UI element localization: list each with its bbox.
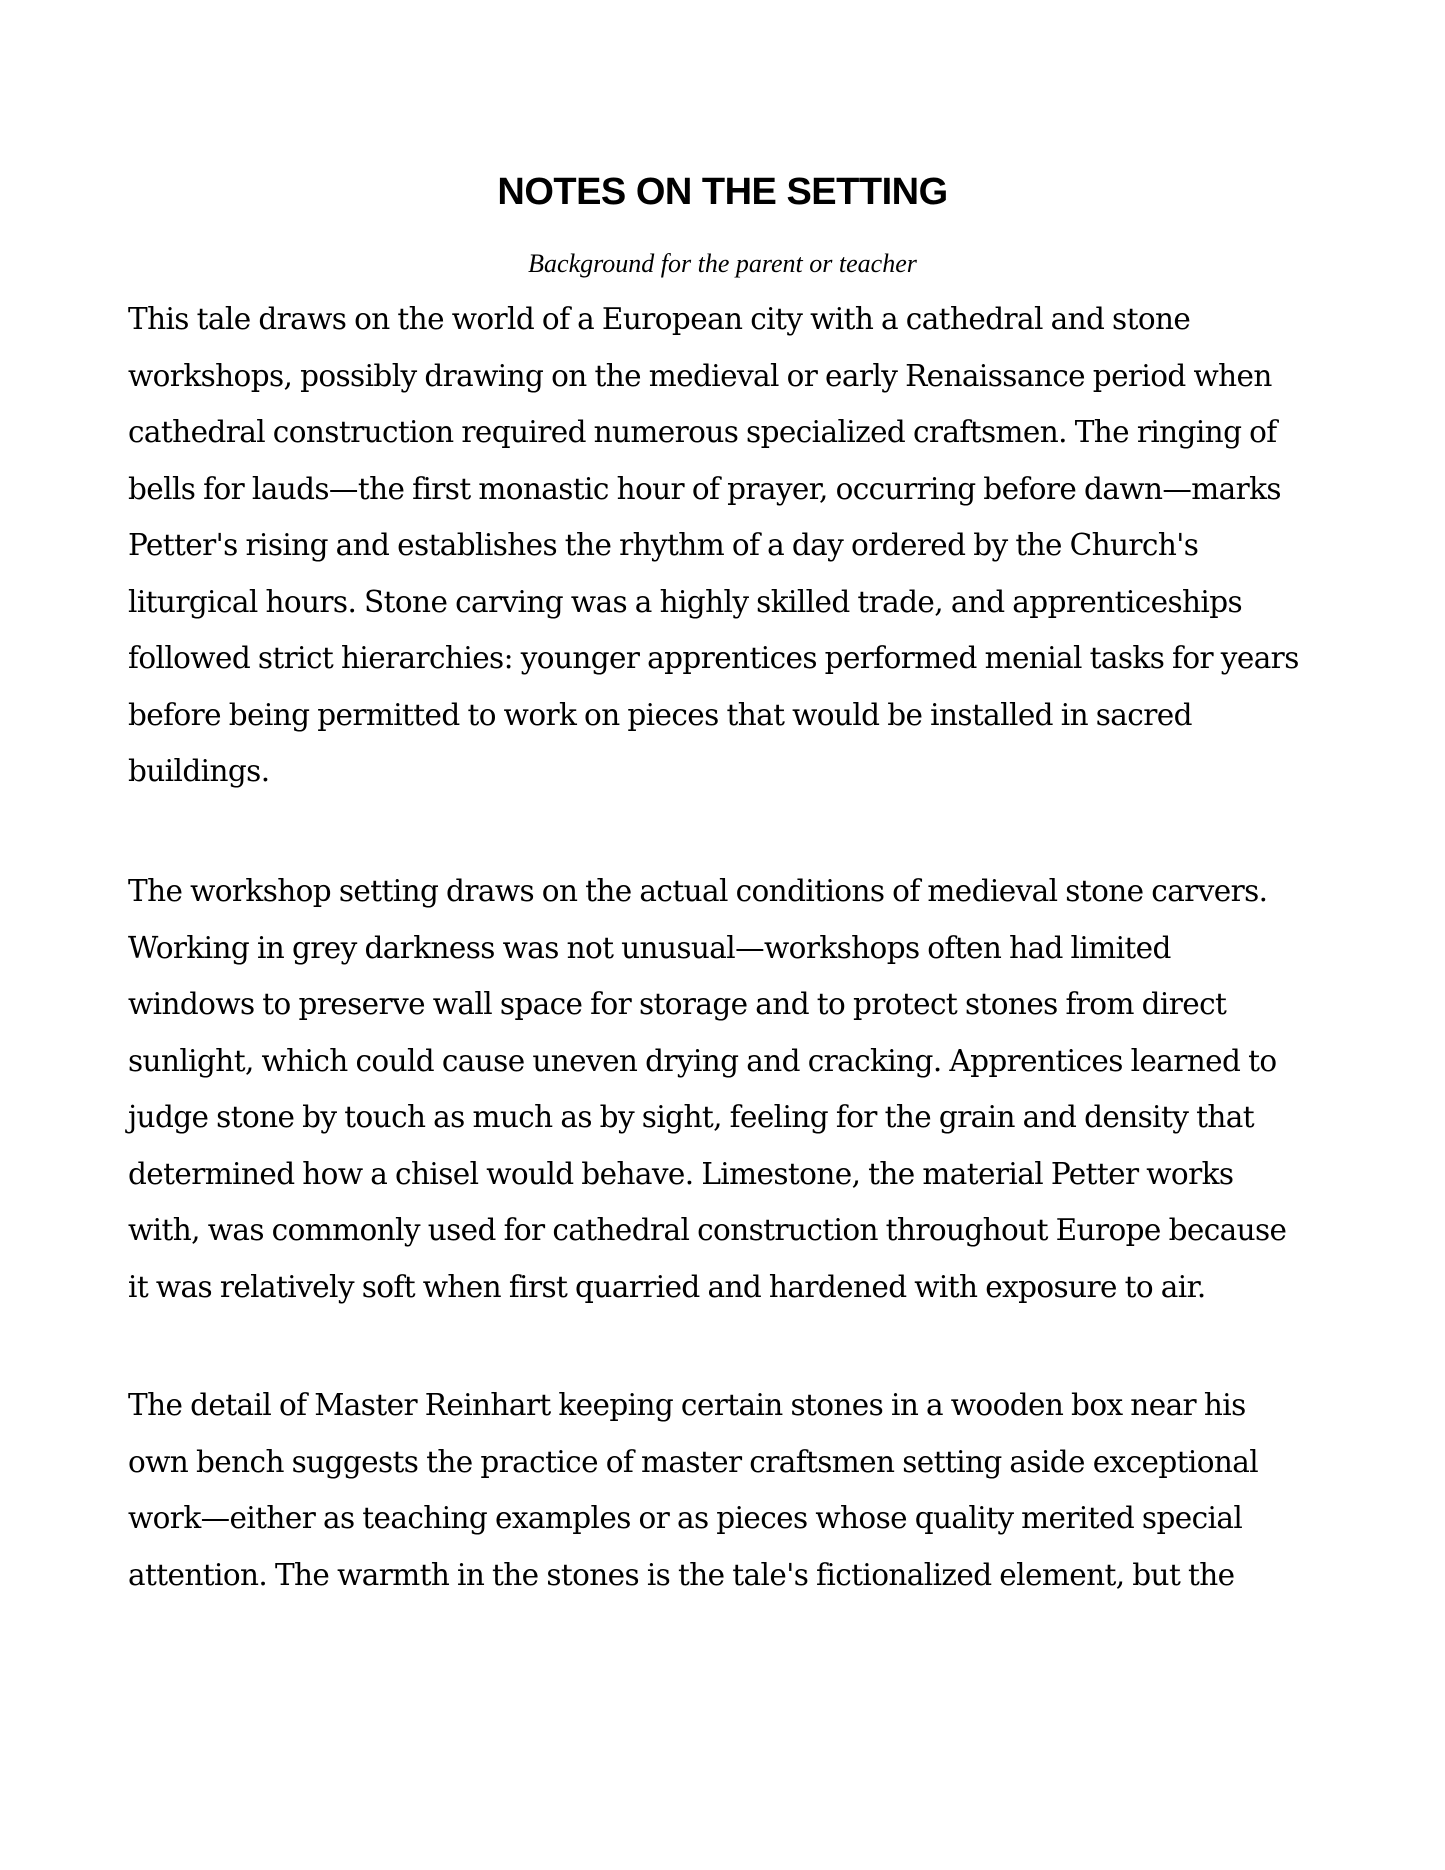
paragraph-2	[128, 863, 1338, 1315]
paragraph-line: sunlight, which could cause uneven drying and cracking. Apprentices learned to	[128, 1043, 1277, 1078]
paragraph-line: own bench suggests the practice of master craftsmen setting aside exceptional	[128, 1444, 1259, 1479]
paragraph-line: before being permitted to work on pieces that would be installed in sacred	[128, 697, 1192, 732]
paragraph-line: The workshop setting draws on the actual conditions of medieval stone carvers.	[128, 874, 1268, 908]
paragraph-line: attention. The warmth in the stones is the tale's fictionalized element, but the	[128, 1557, 1235, 1592]
paragraph-line: The detail of Master Reinhart keeping certain stones in a wooden box near his	[128, 1388, 1246, 1422]
paragraph-line: it was relatively soft when first quarried and hardened with exposure to air.	[128, 1269, 1206, 1304]
paragraph-line: judge stone by touch as much as by sight, feeling for the grain and density that	[128, 1100, 1255, 1134]
paragraph-line: buildings.	[128, 754, 270, 788]
paragraph-line: followed strict hierarchies: younger apprentices performed menial tasks for years	[128, 641, 1299, 675]
paragraph-line: cathedral construction required numerous specialized craftsmen. The ringing of	[128, 415, 1277, 449]
paragraph-line: This tale draws on the world of a European city with a cathedral and stone	[128, 302, 1191, 336]
paragraph-1	[128, 291, 1338, 800]
paragraph-line: determined how a chisel would behave. Limestone, the material Petter works	[128, 1156, 1234, 1191]
paragraph-line: windows to preserve wall space for storage and to protect stones from direct	[128, 987, 1227, 1021]
paragraph-line: workshops, possibly drawing on the medieval or early Renaissance period when	[128, 358, 1272, 393]
paragraph-line: with, was commonly used for cathedral construction throughout Europe because	[128, 1213, 1287, 1247]
page-title: NOTES ON THE SETTING	[497, 171, 948, 213]
paragraph-line: Petter's rising and establishes the rhythm of a day ordered by the Church's	[128, 528, 1199, 562]
paragraph-line: Working in grey darkness was not unusual—workshops often had limited	[128, 930, 1171, 965]
paragraph-line: bells for lauds—the first monastic hour of prayer, occurring before dawn—marks	[128, 471, 1281, 506]
paragraph-line: liturgical hours. Stone carving was a highly skilled trade, and apprenticeships	[128, 584, 1243, 619]
paragraph-line: work—either as teaching examples or as pieces whose quality merited special	[128, 1501, 1243, 1535]
paragraph-3	[128, 1377, 1338, 1603]
page-subtitle: Background for the parent or teacher	[528, 249, 917, 278]
